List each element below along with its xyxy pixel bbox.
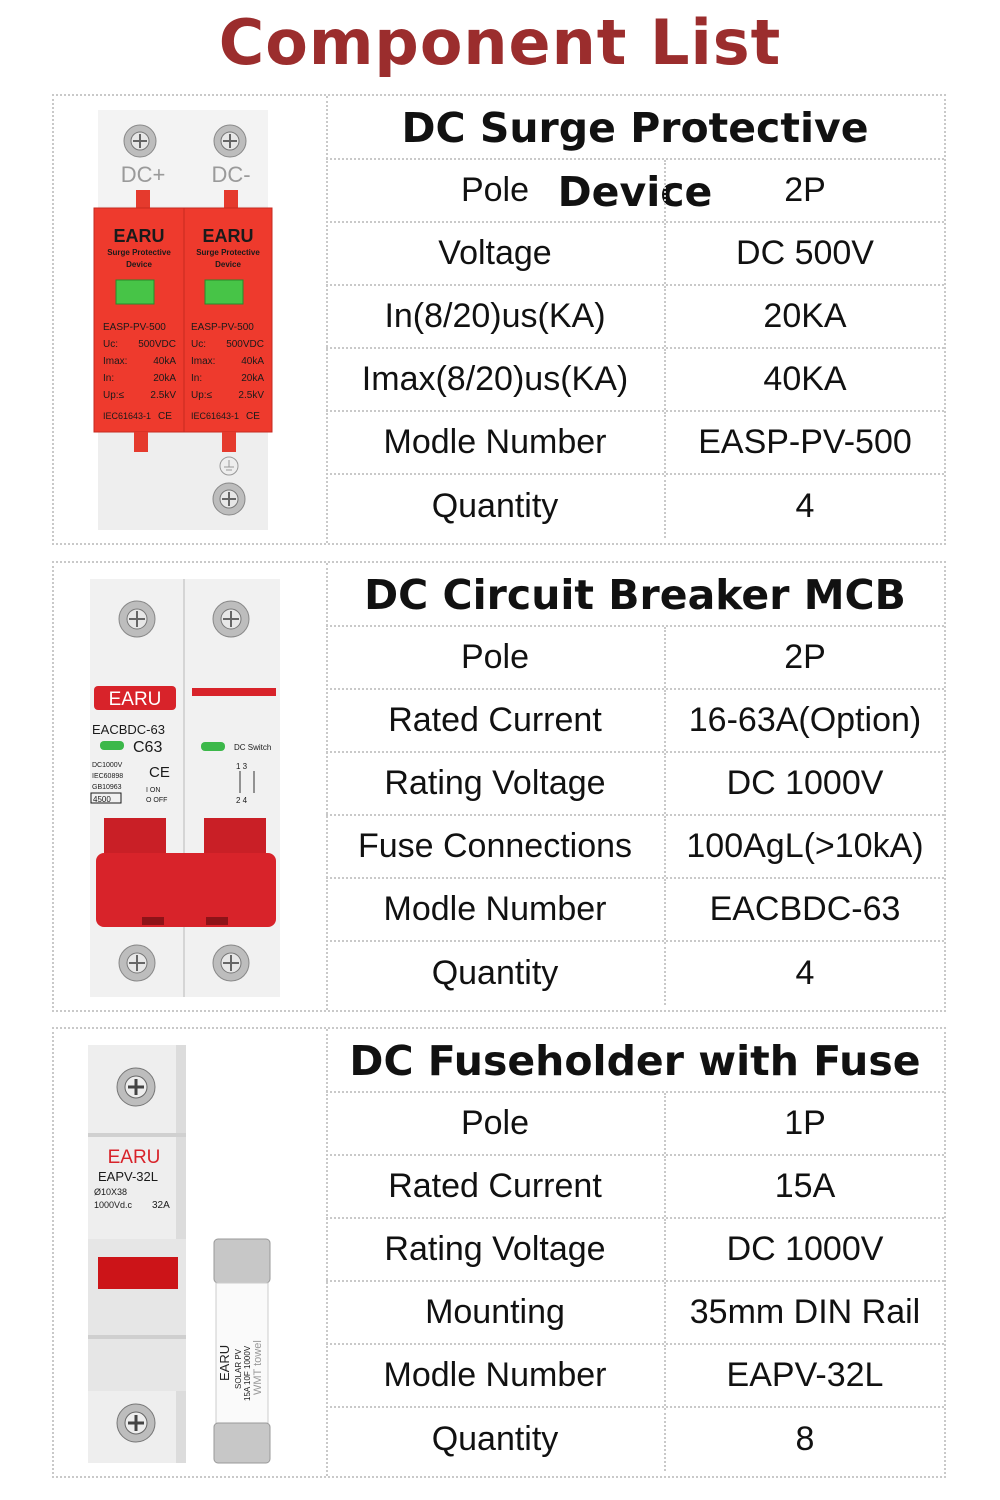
device-subtitle: Device: [215, 260, 241, 269]
terminal-numbers: 1 3: [236, 762, 248, 771]
mcb-rating-label: C63: [133, 739, 163, 756]
standard-label: IEC61643-1: [103, 411, 152, 421]
fuse-label: SOLAR PV: [234, 1348, 243, 1389]
table-row: [326, 1156, 944, 1219]
row-value: 4: [795, 487, 815, 525]
section-title: DC Fuseholder with Fuse: [326, 1029, 944, 1093]
brand-logo: EARU: [108, 689, 162, 710]
toggle-handle[interactable]: [96, 853, 276, 927]
off-label: O OFF: [146, 797, 168, 804]
device-subtitle: Surge Protective: [196, 248, 260, 257]
mcb-spec-table: [326, 563, 944, 1010]
page-title: Component List: [218, 6, 782, 79]
spec-value: 20kA: [241, 373, 264, 384]
table-row: [326, 816, 944, 879]
table-row: [326, 1408, 944, 1471]
ce-mark: CE: [158, 411, 172, 422]
section-surge-protective-device: [52, 94, 946, 545]
terminal-label-dc-plus: DC+: [120, 162, 166, 187]
screw-icon: [214, 125, 246, 157]
mcb-voltage-label: DC1000V: [92, 762, 123, 769]
fuse-size-label: Ø10X38: [94, 1187, 128, 1197]
row-key: Quantity: [326, 1408, 666, 1471]
spec-label: Imax:: [191, 356, 216, 367]
table-row: [326, 1345, 944, 1408]
row-key: Rated Current: [326, 690, 666, 751]
fuseholder-product-image: [54, 1029, 328, 1476]
screw-icon: [213, 601, 249, 637]
row-value: 2P: [784, 171, 826, 209]
screw-icon: [213, 945, 249, 981]
spec-value: 40kA: [153, 356, 176, 367]
section-fuseholder: [52, 1027, 946, 1478]
section-title: DC Surge Protective Device: [326, 96, 944, 160]
row-value: DC 1000V: [726, 764, 884, 802]
row-value: 35mm DIN Rail: [689, 1293, 921, 1331]
row-key: Rating Voltage: [326, 753, 666, 814]
spec-label: Uc:: [191, 339, 206, 350]
row-value: 8: [795, 1420, 815, 1458]
row-value: 4: [795, 954, 815, 992]
brand-logo: EARU: [107, 1147, 161, 1168]
row-value: 40KA: [763, 360, 847, 398]
fuseholder-spec-table: [326, 1029, 944, 1476]
spd-illustration: [54, 96, 326, 543]
terminal-label-dc-minus: DC-: [211, 162, 251, 187]
row-value: 16-63A(Option): [688, 701, 922, 739]
spd-spec-table: [326, 96, 944, 543]
spec-label: Imax:: [103, 356, 128, 367]
row-key: Pole: [326, 627, 666, 688]
screw-icon: [119, 601, 155, 637]
row-key: Pole: [326, 1093, 666, 1154]
spec-label: Uc:: [103, 339, 118, 350]
row-key: Imax(8/20)us(KA): [326, 349, 666, 410]
ce-mark: CE: [246, 411, 260, 422]
spd-model-label: EASP-PV-500: [103, 322, 166, 333]
spec-label: Up:≤: [191, 390, 213, 401]
spec-value: 500VDC: [226, 339, 264, 350]
table-row: [326, 286, 944, 349]
section-circuit-breaker: [52, 561, 946, 1012]
brand-label: EARU: [202, 226, 254, 246]
spd-model-label: EASP-PV-500: [191, 322, 254, 333]
row-value: 1P: [784, 1104, 826, 1142]
spec-label: In:: [191, 373, 203, 384]
mcb-model-label: EACBDC-63: [92, 722, 165, 737]
spec-label: In:: [103, 373, 115, 384]
row-value: 100AgL(>10kA): [686, 827, 924, 865]
fuse-label: 15A 10F 1000V: [243, 1345, 252, 1401]
indicator-window: [98, 1257, 178, 1289]
row-value: DC 1000V: [726, 1230, 884, 1268]
breaking-capacity-label: 4500: [93, 795, 111, 804]
dc-switch-label: DC Switch: [234, 743, 272, 752]
ce-mark: CE: [149, 764, 170, 781]
brand-label: EARU: [113, 226, 165, 246]
row-key: Rating Voltage: [326, 1219, 666, 1280]
device-subtitle: Surge Protective: [107, 248, 171, 257]
table-row: [326, 1093, 944, 1156]
screw-icon: [117, 1404, 155, 1442]
screw-icon: [124, 125, 156, 157]
mcb-product-image: [54, 563, 328, 1010]
table-row: [326, 627, 944, 690]
spec-value: 40kA: [241, 356, 264, 367]
row-key: Modle Number: [326, 412, 666, 473]
row-key: Quantity: [326, 942, 666, 1005]
row-key: Modle Number: [326, 879, 666, 940]
table-row: [326, 1282, 944, 1345]
fuse-brand-label: EARU: [217, 1344, 232, 1381]
row-value: EASP-PV-500: [698, 423, 912, 461]
table-row: [326, 223, 944, 286]
fuseholder-model-label: EAPV-32L: [98, 1169, 158, 1184]
table-row: [326, 753, 944, 816]
device-subtitle: Device: [126, 260, 152, 269]
table-row: [326, 412, 944, 475]
row-value: 15A: [774, 1167, 836, 1205]
row-key: Pole: [326, 160, 666, 221]
watermark-label: WMT towel: [252, 1340, 264, 1395]
mcb-illustration: [54, 563, 326, 1010]
standard-label: GB10963: [92, 784, 122, 791]
row-value: EACBDC-63: [709, 890, 901, 928]
screw-icon: [213, 483, 245, 515]
table-row: [326, 879, 944, 942]
fuseholder-voltage-label: 1000Vd.c: [94, 1200, 133, 1210]
row-key: Rated Current: [326, 1156, 666, 1217]
row-key: Quantity: [326, 475, 666, 538]
spec-value: 500VDC: [138, 339, 176, 350]
terminal-numbers: 2 4: [236, 796, 248, 805]
row-value: 2P: [784, 638, 826, 676]
row-key: Fuse Connections: [326, 816, 666, 877]
row-value: 20KA: [763, 297, 847, 335]
fuseholder-current-label: 32A: [152, 1200, 170, 1211]
table-row: [326, 690, 944, 753]
spec-value: 2.5kV: [150, 390, 176, 401]
row-key: In(8/20)us(KA): [326, 286, 666, 347]
row-key: Modle Number: [326, 1345, 666, 1406]
row-value: DC 500V: [736, 234, 874, 272]
spec-value: 2.5kV: [238, 390, 264, 401]
screw-icon: [117, 1068, 155, 1106]
fuseholder-illustration: [54, 1029, 326, 1476]
table-row: [326, 160, 944, 223]
spec-value: 20kA: [153, 373, 176, 384]
row-key: Voltage: [326, 223, 666, 284]
row-value: EAPV-32L: [726, 1356, 884, 1394]
table-row: [326, 942, 944, 1005]
table-row: [326, 475, 944, 538]
screw-icon: [119, 945, 155, 981]
spec-label: Up:≤: [103, 390, 125, 401]
row-key: Mounting: [326, 1282, 666, 1343]
section-title: DC Circuit Breaker MCB: [326, 563, 944, 627]
on-label: I ON: [146, 787, 161, 794]
spd-product-image: [54, 96, 328, 543]
table-row: [326, 1219, 944, 1282]
standard-label: IEC60898: [92, 773, 124, 780]
table-row: [326, 349, 944, 412]
standard-label: IEC61643-1: [191, 411, 240, 421]
